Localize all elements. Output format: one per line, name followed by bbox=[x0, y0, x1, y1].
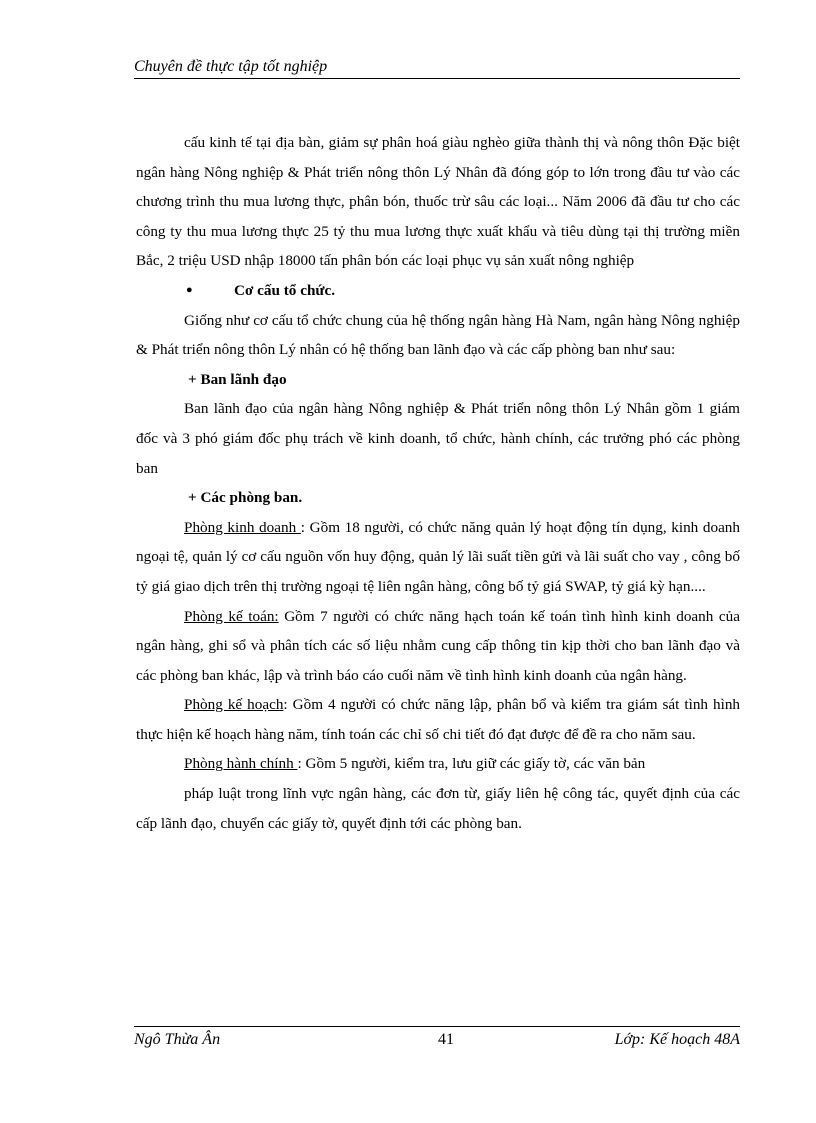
dept-admin-text: : Gồm 5 người, kiểm tra, lưu giữ các giấy tờ, các văn bản bbox=[297, 755, 646, 773]
paragraph-leadership: Ban lãnh đạo của ngân hàng Nông nghiệp & Phát triển nông thôn Lý Nhân gồm 1 giám đốc và 3 phó giám đốc phụ trách về kinh doanh, tổ chức, hành chính, các trưởng phó các phòng ban bbox=[136, 400, 740, 477]
dept-planning-label: Phòng kế hoạch bbox=[184, 696, 284, 714]
section-heading-structure bbox=[136, 276, 740, 306]
paragraph-structure-intro: Giống như cơ cấu tổ chức chung của hệ thống ngân hàng Hà Nam, ngân hàng Nông nghiệp & Phát triển nông thôn Lý nhân có hệ thống ban lãnh đạo và các cấp phòng ban như sau: bbox=[136, 311, 740, 359]
paragraph-dept-admin-continued: pháp luật trong lĩnh vực ngân hàng, các đơn từ, giấy liên hệ công tác, quyết định của các cấp lãnh đạo, chuyển các giấy tờ, quyết định tới các phòng ban. bbox=[136, 785, 740, 832]
dept-business-text: : Gồm 18 người, có chức năng quản lý hoạt động tín dụng, kinh doanh ngoại tệ, quản lý cơ cấu nguồn vốn huy động, quản lý lãi suất tiền gửi và lãi suất cho vay , công bố tỷ giá giao dịch trên thị trường ngoại tệ liên ngân hàng, công bố tỷ giá SWAP, tỷ giá kỳ hạn.... bbox=[136, 518, 740, 595]
paragraph-dept-admin bbox=[136, 749, 740, 779]
subheading-leadership: + Ban lãnh đạo bbox=[188, 370, 287, 388]
footer-class-label: Lớp: Kế hoạch 48A bbox=[614, 1031, 740, 1048]
dept-planning-text: : Gồm 4 người có chức năng lập, phân bổ và kiểm tra giám sát tình hình thực hiện kế hoạch hàng năm, tính toán các chỉ số chi tiết đó đạt được để đề ra cho năm sau. bbox=[136, 696, 741, 743]
footer-divider bbox=[134, 1026, 740, 1027]
bullet-icon: ● bbox=[186, 283, 193, 296]
dept-accounting-text: Gồm 7 người có chức năng hạch toán kế toán tình hình kinh doanh của ngân hàng, ghi sổ và phân tích các số liệu nhằm cung cấp thông tin kịp thời cho ban lãnh đạo và các phòng ban khác, lập và trình báo cáo cuối năm về tình hình kinh doanh của ngân hàng. bbox=[136, 607, 740, 684]
footer-author: Ngô Thừa Ân bbox=[134, 1031, 221, 1048]
dept-admin-label: Phòng hành chính bbox=[184, 755, 298, 773]
document-body bbox=[136, 128, 740, 838]
paragraph-dept-business bbox=[136, 513, 740, 602]
header-divider bbox=[134, 78, 740, 79]
dept-accounting-label: Phòng kế toán: bbox=[184, 607, 279, 625]
paragraph-dept-accounting bbox=[136, 602, 740, 691]
paragraph-dept-planning bbox=[136, 690, 740, 749]
paragraph-investment: cấu kinh tế tại địa bàn, giảm sự phân hoá giàu nghèo giữa thành thị và nông thôn Đặc biệt ngân hàng Nông nghiệp & Phát triển nông thôn Lý Nhân đã đóng góp to lớn trong đầu tư vào các chương trình thu mua lương thực, phân bón, thuốc trừ sâu các loại... Năm 2006 đã đầu tư cho các công ty thu mua lương thực 25 tỷ thu mua lương thực xuất khẩu và tiêu dùng tại thị trường miền Bắc, 2 triệu USD nhập 18000 tấn phân bón các loại phục vụ sản xuất nông nghiệp bbox=[136, 134, 740, 270]
section-heading-text: Cơ cấu tổ chức. bbox=[234, 281, 336, 299]
subheading-departments: + Các phòng ban. bbox=[188, 489, 303, 507]
page-header-title: Chuyên đề thực tập tốt nghiệp bbox=[134, 58, 328, 75]
footer-page-number: 41 bbox=[438, 1031, 454, 1048]
dept-business-label: Phòng kinh doanh bbox=[184, 518, 301, 536]
